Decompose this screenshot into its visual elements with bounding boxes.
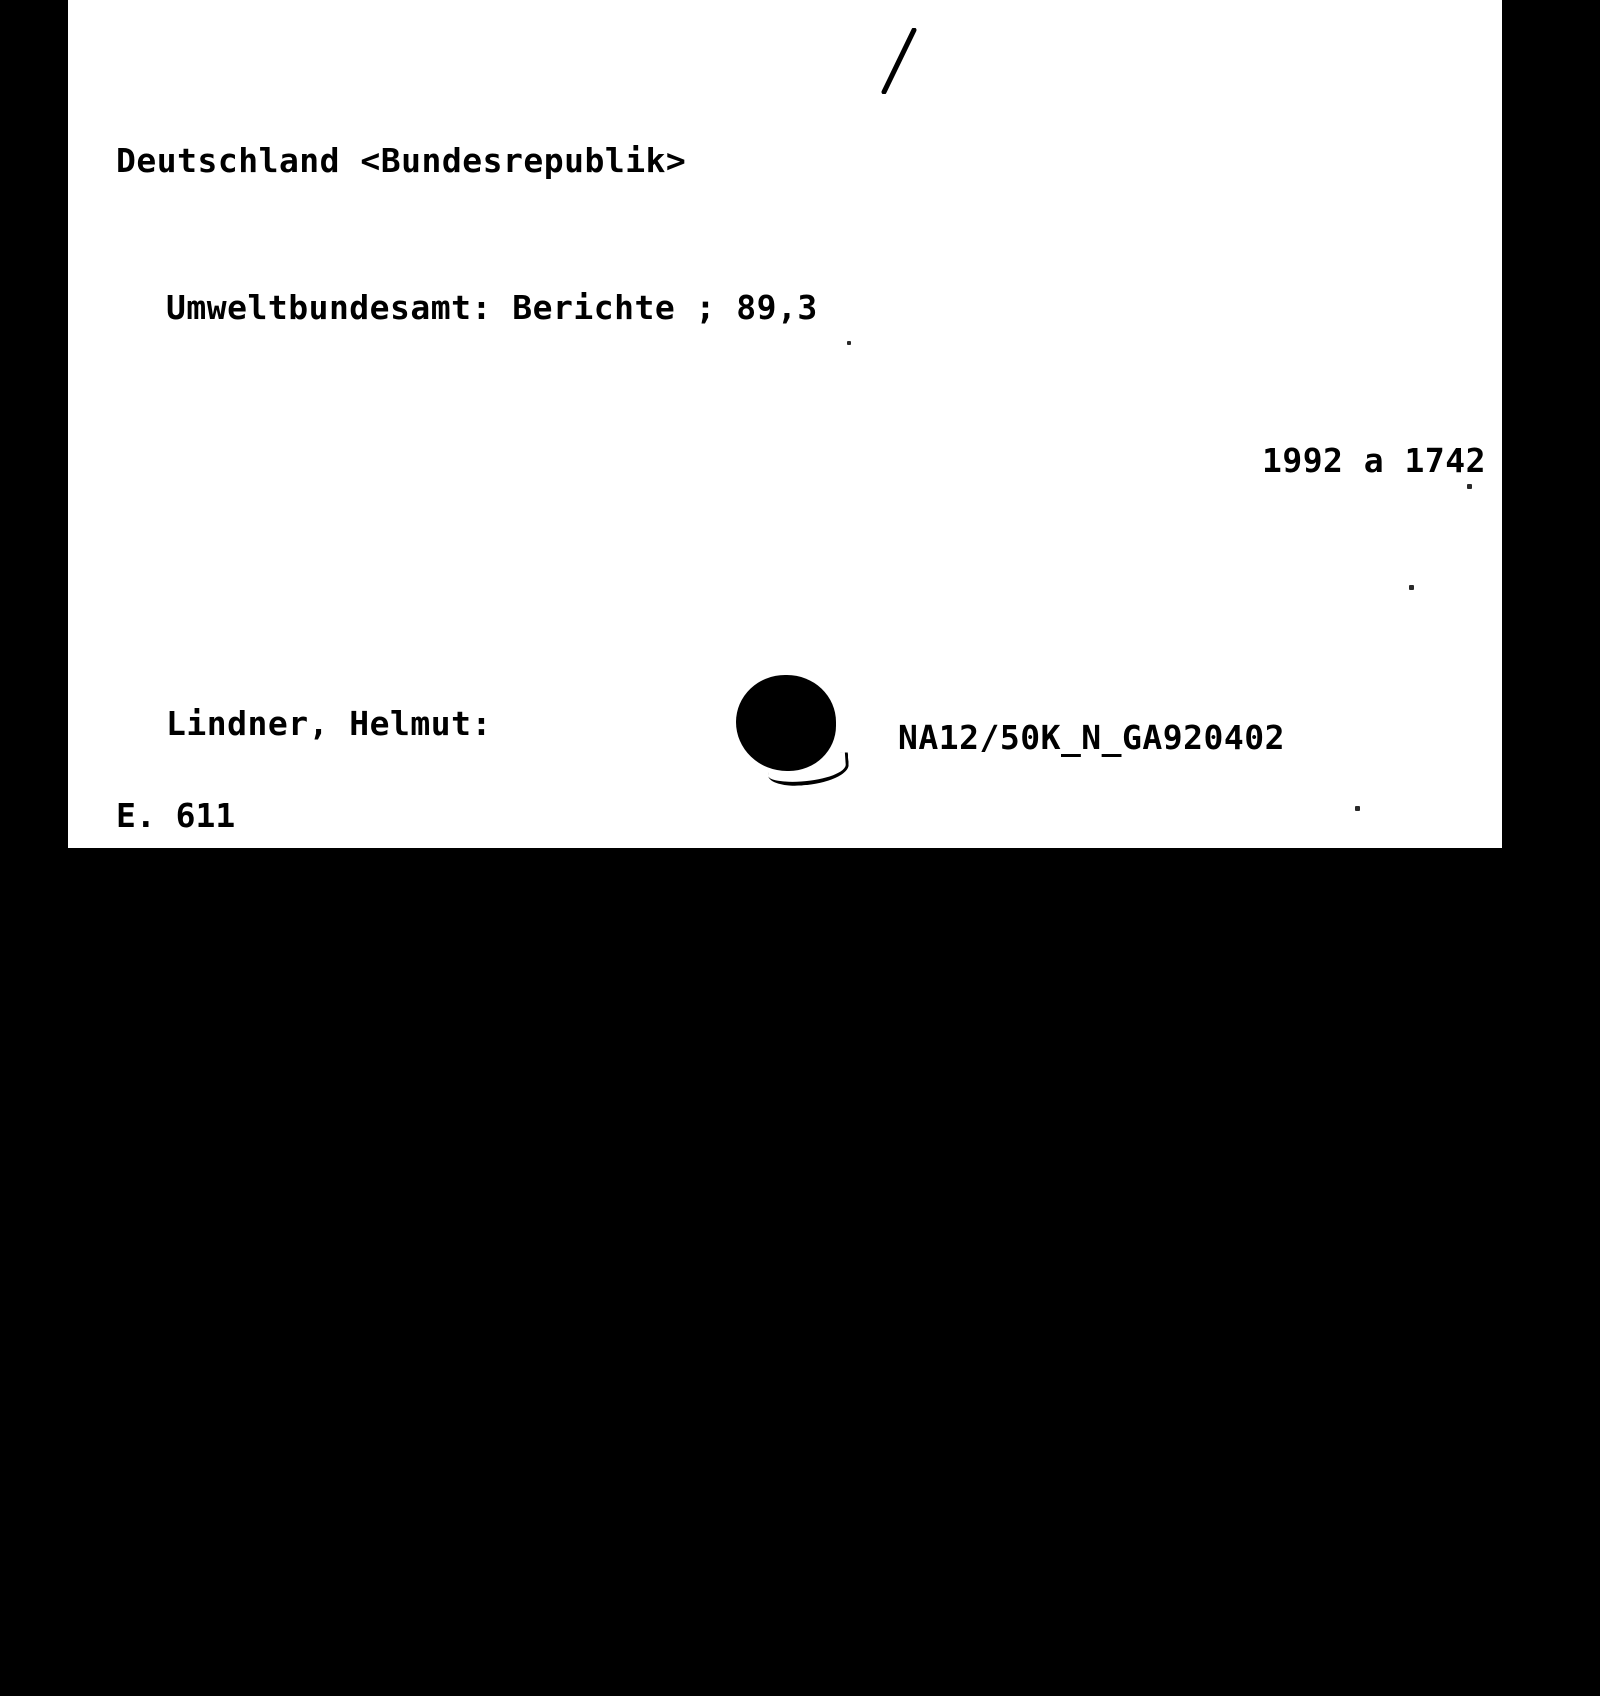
title-line-3: Yvonne Jäckle-Sönmez. — [166, 1145, 594, 1184]
card-surface — [68, 0, 1502, 1625]
spacer — [116, 583, 1496, 601]
author: Lindner, Helmut: — [166, 704, 492, 743]
isbn: ISBN 3-503-02799-8 — [166, 1586, 533, 1625]
ink-blot-icon — [736, 675, 842, 773]
classification-numbers — [116, 688, 275, 1249]
series-statement: Umweltbundesamt: Berichte ; 89,3 — [166, 288, 818, 327]
catalogue-entry-text — [116, 38, 1496, 1696]
classification-line-3: O. 183 — [116, 1102, 236, 1141]
classification-line-1: E. 611 — [116, 796, 236, 835]
scan-speck-icon — [847, 341, 851, 345]
scan-speck-icon — [1467, 484, 1472, 489]
scan-speck-icon — [1355, 806, 1360, 811]
series-note: (Berichte / Umweltbundesamt ; 89,3) — [166, 1439, 879, 1478]
classification-line-2: O. 121.3 — [116, 949, 275, 988]
scan-speck-icon — [1409, 585, 1414, 590]
title-line-1: Arbeitsbeschaffungsmaßnahmen im Umweltbereich : — [166, 851, 1124, 890]
title-line-2: Forschungsbericht 10103094 / von Helmut Lindner ; — [166, 998, 1165, 1037]
shelfmark: 1992 a 1742 — [1261, 441, 1486, 480]
corporate-heading: Deutschland <Bundesrepublik> — [116, 141, 687, 180]
scan-id-label: NA12/50K_N_GA920402 — [898, 718, 1285, 757]
imprint: Berlin : E. Schmidt, 1989. - XX, 328, 73 S. ; 24 cm — [166, 1292, 1205, 1331]
